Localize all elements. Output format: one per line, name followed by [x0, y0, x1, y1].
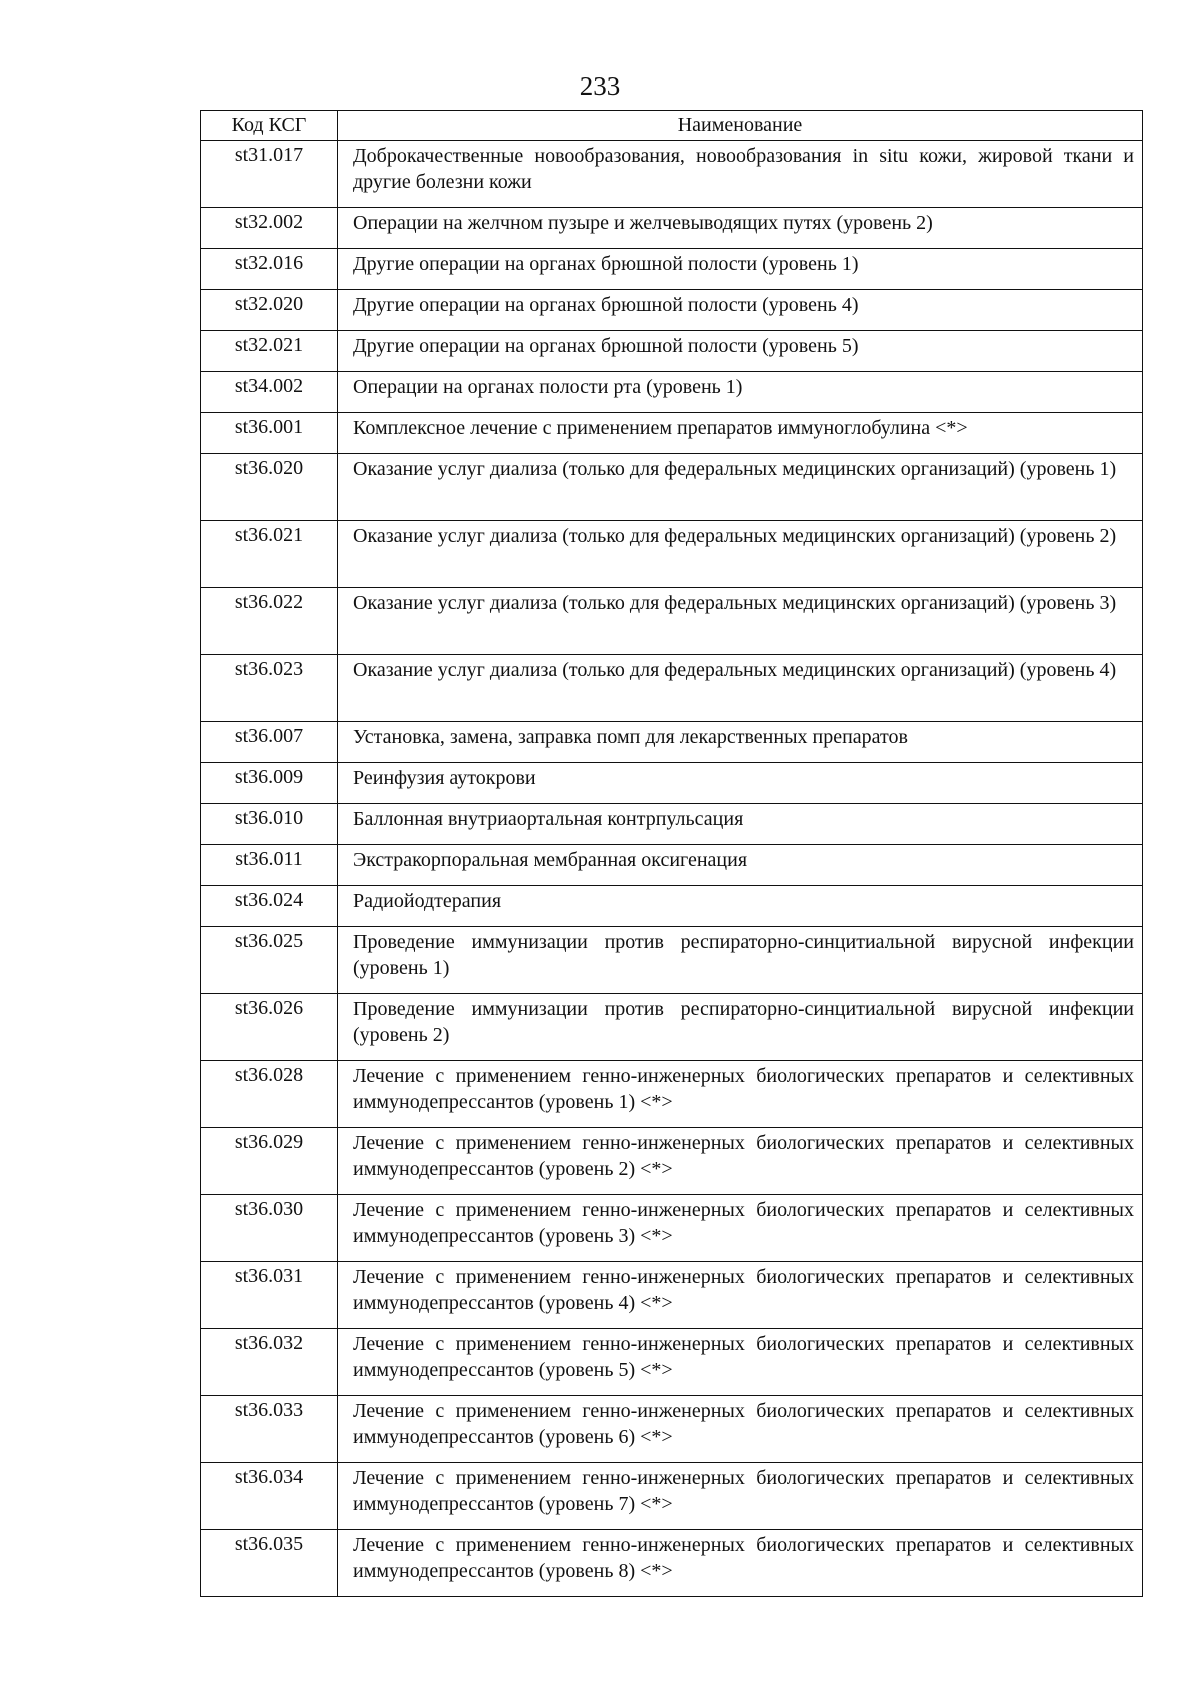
table-row [201, 1329, 1143, 1396]
ksg-name-cell: Оказание услуг диализа (только для федеральных медицинских организаций) (уровень 4) [338, 655, 1143, 722]
table-row [201, 1530, 1143, 1597]
ksg-code-cell: st36.007 [201, 722, 338, 763]
ksg-code-cell: st32.016 [201, 249, 338, 290]
table-row [201, 1396, 1143, 1463]
table-row [201, 994, 1143, 1061]
ksg-code-cell: st36.023 [201, 655, 338, 722]
table-row [201, 927, 1143, 994]
table-row [201, 655, 1143, 722]
ksg-name-cell: Другие операции на органах брюшной полости (уровень 4) [338, 290, 1143, 331]
ksg-name-cell: Лечение с применением генно-инженерных биологических препаратов и селективных иммунодепрессантов (уровень 1) <*> [338, 1061, 1143, 1128]
table-row [201, 1262, 1143, 1329]
ksg-name-cell: Радиойодтерапия [338, 886, 1143, 927]
table-row [201, 804, 1143, 845]
ksg-name-cell: Реинфузия аутокрови [338, 763, 1143, 804]
ksg-code-cell: st36.034 [201, 1463, 338, 1530]
table-row [201, 1463, 1143, 1530]
table-row [201, 1061, 1143, 1128]
ksg-name-cell: Лечение с применением генно-инженерных биологических препаратов и селективных иммунодепрессантов (уровень 6) <*> [338, 1396, 1143, 1463]
table-row [201, 763, 1143, 804]
table-row [201, 331, 1143, 372]
ksg-name-cell: Лечение с применением генно-инженерных биологических препаратов и селективных иммунодепрессантов (уровень 7) <*> [338, 1463, 1143, 1530]
ksg-name-cell: Лечение с применением генно-инженерных биологических препаратов и селективных иммунодепрессантов (уровень 3) <*> [338, 1195, 1143, 1262]
ksg-name-cell: Другие операции на органах брюшной полости (уровень 5) [338, 331, 1143, 372]
table-row [201, 208, 1143, 249]
ksg-code-cell: st36.011 [201, 845, 338, 886]
ksg-name-cell: Лечение с применением генно-инженерных биологических препаратов и селективных иммунодепрессантов (уровень 5) <*> [338, 1329, 1143, 1396]
header-name: Наименование [338, 111, 1143, 141]
table-header-row [201, 111, 1143, 141]
ksg-code-cell: st32.021 [201, 331, 338, 372]
ksg-name-cell: Проведение иммунизации против респираторно-синцитиальной вирусной инфекции (уровень 2) [338, 994, 1143, 1061]
ksg-code-cell: st36.009 [201, 763, 338, 804]
ksg-name-cell: Лечение с применением генно-инженерных биологических препаратов и селективных иммунодепрессантов (уровень 4) <*> [338, 1262, 1143, 1329]
ksg-name-cell: Установка, замена, заправка помп для лекарственных препаратов [338, 722, 1143, 763]
table-row [201, 249, 1143, 290]
ksg-name-cell: Оказание услуг диализа (только для федеральных медицинских организаций) (уровень 2) [338, 521, 1143, 588]
table-row [201, 1128, 1143, 1195]
ksg-name-cell: Комплексное лечение с применением препаратов иммуноглобулина <*> [338, 413, 1143, 454]
table-row [201, 845, 1143, 886]
ksg-name-cell: Проведение иммунизации против респираторно-синцитиальной вирусной инфекции (уровень 1) [338, 927, 1143, 994]
ksg-code-cell: st32.020 [201, 290, 338, 331]
table-row [201, 588, 1143, 655]
ksg-code-cell: st36.032 [201, 1329, 338, 1396]
ksg-code-cell: st36.020 [201, 454, 338, 521]
ksg-code-cell: st36.024 [201, 886, 338, 927]
table-row [201, 141, 1143, 208]
header-code: Код КСГ [201, 111, 338, 141]
table-row [201, 1195, 1143, 1262]
ksg-code-cell: st36.031 [201, 1262, 338, 1329]
ksg-name-cell: Оказание услуг диализа (только для федеральных медицинских организаций) (уровень 3) [338, 588, 1143, 655]
ksg-code-cell: st36.030 [201, 1195, 338, 1262]
table-row [201, 413, 1143, 454]
table-row [201, 886, 1143, 927]
page-number: 233 [579, 71, 621, 101]
ksg-name-cell: Операции на желчном пузыре и желчевыводящих путях (уровень 2) [338, 208, 1143, 249]
ksg-name-cell: Другие операции на органах брюшной полости (уровень 1) [338, 249, 1143, 290]
ksg-code-cell: st36.022 [201, 588, 338, 655]
ksg-code-cell: st36.021 [201, 521, 338, 588]
table-row [201, 372, 1143, 413]
ksg-code-cell: st36.025 [201, 927, 338, 994]
ksg-code-cell: st36.035 [201, 1530, 338, 1597]
ksg-code-cell: st31.017 [201, 141, 338, 208]
table-row [201, 521, 1143, 588]
ksg-name-cell: Доброкачественные новообразования, новообразования in situ кожи, жировой ткани и другие болезни кожи [338, 141, 1143, 208]
ksg-code-cell: st36.029 [201, 1128, 338, 1195]
ksg-code-cell: st34.002 [201, 372, 338, 413]
ksg-code-cell: st36.010 [201, 804, 338, 845]
ksg-name-cell: Экстракорпоральная мембранная оксигенация [338, 845, 1143, 886]
ksg-code-cell: st36.026 [201, 994, 338, 1061]
ksg-code-cell: st36.001 [201, 413, 338, 454]
ksg-name-cell: Оказание услуг диализа (только для федеральных медицинских организаций) (уровень 1) [338, 454, 1143, 521]
table-row [201, 454, 1143, 521]
ksg-name-cell: Лечение с применением генно-инженерных биологических препаратов и селективных иммунодепрессантов (уровень 8) <*> [338, 1530, 1143, 1597]
ksg-table [200, 110, 1143, 1597]
ksg-name-cell: Лечение с применением генно-инженерных биологических препаратов и селективных иммунодепрессантов (уровень 2) <*> [338, 1128, 1143, 1195]
ksg-code-cell: st36.028 [201, 1061, 338, 1128]
ksg-code-cell: st36.033 [201, 1396, 338, 1463]
ksg-name-cell: Баллонная внутриаортальная контрпульсация [338, 804, 1143, 845]
table-row [201, 290, 1143, 331]
ksg-code-cell: st32.002 [201, 208, 338, 249]
table-row [201, 722, 1143, 763]
ksg-name-cell: Операции на органах полости рта (уровень 1) [338, 372, 1143, 413]
